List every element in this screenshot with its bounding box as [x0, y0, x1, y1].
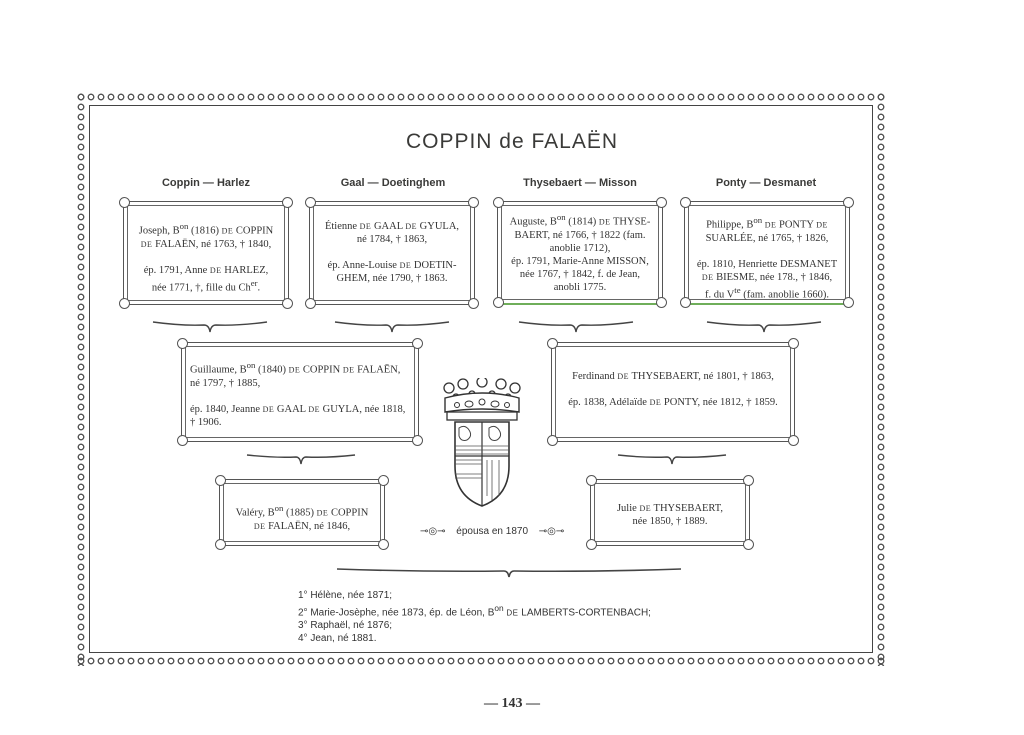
text-line: ép. Anne-Louise DE DOETIN- [327, 260, 457, 271]
text-line: f. du $V^{te}$ (fam. anoblie 1660). [705, 284, 829, 300]
text-line: 1° Hélène, née 1871; [298, 590, 393, 601]
text-line: 2° Marie-Josèphe, née 1873, ép. de Léon, $B^{on}$ DE LAMBERTS-CORTENBACH; [298, 603, 651, 619]
ornament-left-icon: ⊸◎⊸ [420, 526, 446, 537]
brace-connector [518, 320, 634, 334]
corner-ornament-icon [119, 197, 130, 208]
corner-ornament-icon [305, 197, 316, 208]
corner-ornament-icon [282, 298, 293, 309]
corner-ornament-icon [412, 338, 423, 349]
frame-border-left [76, 92, 86, 666]
text-line: Guillaume, $B^{on}$ (1840) DE COPPIN DE FALAËN, [190, 360, 401, 376]
text-line: Joseph, $B^{on}$ (1816) DE COPPIN [138, 221, 274, 237]
marriage-text: épousa en 1870 [456, 526, 528, 537]
corner-ornament-icon [788, 435, 799, 446]
text-line: Valéry, $B^{on}$ (1885) DE COPPIN [235, 503, 369, 519]
text-line: † 1906. [190, 416, 222, 428]
ancestor-box-gaal-doetinghem [309, 201, 475, 305]
corner-ornament-icon [282, 197, 293, 208]
corner-ornament-icon [119, 298, 130, 309]
text-line: BAERT, né 1766, † 1822 (fam. [514, 229, 646, 241]
ancestor-box-coppin-harlez [123, 201, 289, 305]
parent-box-thysebaert [551, 342, 795, 442]
corner-ornament-icon [680, 197, 691, 208]
brace-connector [334, 320, 450, 334]
text-line [320, 246, 464, 259]
text-line: anobli 1775. [553, 281, 607, 293]
corner-ornament-icon [468, 197, 479, 208]
column-heading-gaal-doetinghem: Gaal — Doetinghem [340, 177, 446, 189]
corner-ornament-icon [743, 539, 754, 550]
text-line: ép. 1838, Adélaïde DE PONTY, née 1812, † 1859. [568, 397, 778, 408]
spouse-text [591, 502, 749, 528]
text-line [695, 245, 839, 258]
ancestor-text [124, 220, 288, 294]
text-line: SUARLÉE, né 1765, † 1826, [705, 232, 829, 244]
corner-ornament-icon [468, 298, 479, 309]
text-line: née 1850, † 1889. [632, 516, 708, 527]
ancestor-text [498, 211, 662, 294]
text-line: Julie DE THYSEBAERT, [616, 503, 724, 514]
text-line: DE FALAËN, né 1763, † 1840, [140, 238, 272, 250]
corner-ornament-icon [305, 298, 316, 309]
text-line: ép. 1791, Marie-Anne MISSON, [511, 255, 649, 267]
text-line: anoblie 1712), [549, 242, 611, 254]
ancestor-box-ponty-desmanet [684, 201, 850, 305]
corner-ornament-icon [656, 297, 667, 308]
children-list [298, 589, 651, 645]
text-line: Philippe, $B^{on}$ DE PONTY DE [706, 215, 828, 231]
marriage-label [420, 526, 564, 537]
text-line: DE FALAËN, né 1846, [253, 520, 351, 532]
brace-connector [246, 452, 356, 466]
coat-of-arms-icon [437, 378, 527, 510]
text-line: 3° Raphaël, né 1876; [298, 620, 393, 632]
text-line: ép. 1810, Henriette DESMANET [696, 258, 838, 270]
text-line [562, 383, 784, 396]
corner-ornament-icon [493, 197, 504, 208]
corner-ornament-icon [177, 338, 188, 349]
brace-connector-children [336, 565, 682, 579]
page-title: COPPIN de FALAËN [405, 130, 619, 153]
ornament-right-icon: ⊸◎⊸ [538, 526, 565, 537]
spouse-text [220, 502, 384, 533]
brace-connector [617, 452, 727, 466]
corner-ornament-icon [656, 197, 667, 208]
corner-ornament-icon [493, 297, 504, 308]
text-line: Étienne DE GAAL DE GYULA, [324, 221, 460, 232]
corner-ornament-icon [547, 435, 558, 446]
ancestor-box-thysebaert-misson [497, 201, 663, 305]
text-line: Auguste, $B^{on}$ (1814) DE THYSE- [509, 212, 651, 228]
spouse-box-julie [590, 479, 750, 546]
text-line: ép. 1840, Jeanne DE GAAL DE GUYLA, née 1818, [190, 403, 406, 415]
corner-ornament-icon [843, 197, 854, 208]
ancestor-text [685, 214, 849, 301]
text-line: 4° Jean, né 1881. [298, 633, 377, 645]
corner-ornament-icon [177, 435, 188, 446]
text-line: né 1784, † 1863, [356, 234, 428, 245]
frame-border-right [876, 92, 886, 666]
parent-box-coppin [181, 342, 419, 442]
corner-ornament-icon [378, 475, 389, 486]
text-line [134, 251, 278, 264]
corner-ornament-icon [378, 539, 389, 550]
parent-text [182, 359, 418, 429]
column-heading-coppin-harlez: Coppin — Harlez [161, 177, 250, 189]
text-line: née 1767, † 1842, f. de Jean, [519, 268, 641, 280]
column-heading-thysebaert-misson: Thysebaert — Misson [523, 177, 637, 189]
frame-border-bottom [76, 656, 886, 666]
brace-connector [152, 320, 268, 334]
text-line: née 1771, †, fille du $Ch^{er}$. [151, 277, 261, 293]
corner-ornament-icon [586, 539, 597, 550]
page-number: — 143 — [484, 696, 540, 711]
brace-connector [706, 320, 822, 334]
text-line: né 1797, † 1885, [190, 377, 261, 389]
ancestor-text [310, 220, 474, 285]
text-line [190, 390, 408, 403]
text-line: Ferdinand DE THYSEBAERT, né 1801, † 1863, [572, 371, 774, 382]
column-heading-ponty-desmanet: Ponty — Desmanet [715, 177, 817, 189]
corner-ornament-icon [586, 475, 597, 486]
spouse-box-valery [219, 479, 385, 546]
text-line: ép. 1791, Anne DE HARLEZ, [143, 264, 269, 276]
text-line: DE BIESME, née 178., † 1846, [701, 271, 833, 283]
corner-ornament-icon [743, 475, 754, 486]
frame-border-top [76, 92, 886, 102]
corner-ornament-icon [547, 338, 558, 349]
corner-ornament-icon [215, 475, 226, 486]
text-line: GHEM, née 1790, † 1863. [336, 273, 448, 284]
corner-ornament-icon [215, 539, 226, 550]
parent-text [552, 370, 794, 409]
corner-ornament-icon [788, 338, 799, 349]
corner-ornament-icon [412, 435, 423, 446]
